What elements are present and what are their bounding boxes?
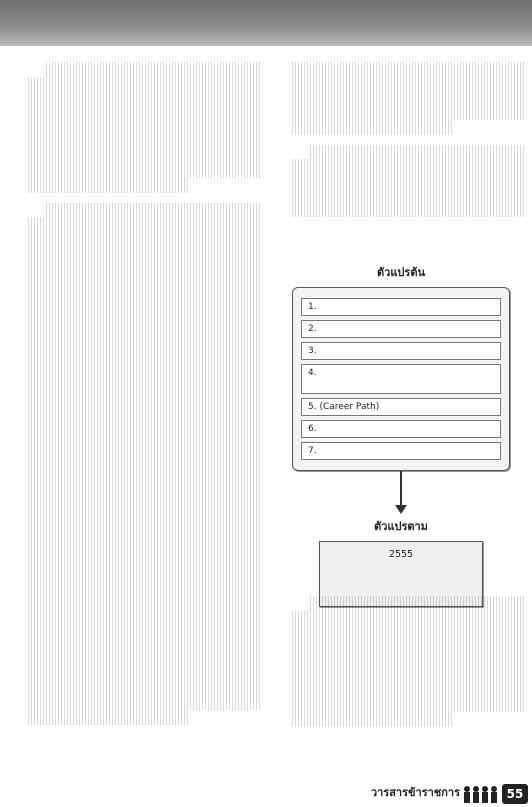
independent-variables-box xyxy=(292,287,510,471)
left-column xyxy=(28,62,260,735)
right-column xyxy=(292,62,524,227)
footer xyxy=(0,781,532,807)
paragraph-2 xyxy=(28,203,260,725)
paragraph-r2 xyxy=(292,145,524,218)
variable-item: 2. xyxy=(301,320,501,338)
method-paragraph xyxy=(292,596,524,737)
variable-item: 1. xyxy=(301,298,501,316)
paragraph-r1 xyxy=(292,62,524,135)
people-icon xyxy=(462,785,498,803)
paragraph-1 xyxy=(28,62,260,193)
variable-item: 5. (Career Path) xyxy=(301,398,501,416)
page-number: 55 xyxy=(502,784,528,804)
arrow-down-icon xyxy=(292,471,510,517)
variable-item: 7. xyxy=(301,442,501,460)
dependent-variable-title: ตัวแปรตาม xyxy=(374,520,428,533)
research-framework-diagram xyxy=(292,263,510,607)
independent-variables-title: ตัวแปรต้น xyxy=(377,266,425,279)
career-path-label: (Career Path) xyxy=(319,402,380,412)
variable-item: 6. xyxy=(301,420,501,438)
dependent-variable-text: 2555 xyxy=(388,549,414,560)
journal-name: วารสารข้าราชการ xyxy=(370,786,460,799)
variable-item: 3. xyxy=(301,342,501,360)
variable-item: 4. xyxy=(301,364,501,394)
header-band xyxy=(0,0,532,46)
